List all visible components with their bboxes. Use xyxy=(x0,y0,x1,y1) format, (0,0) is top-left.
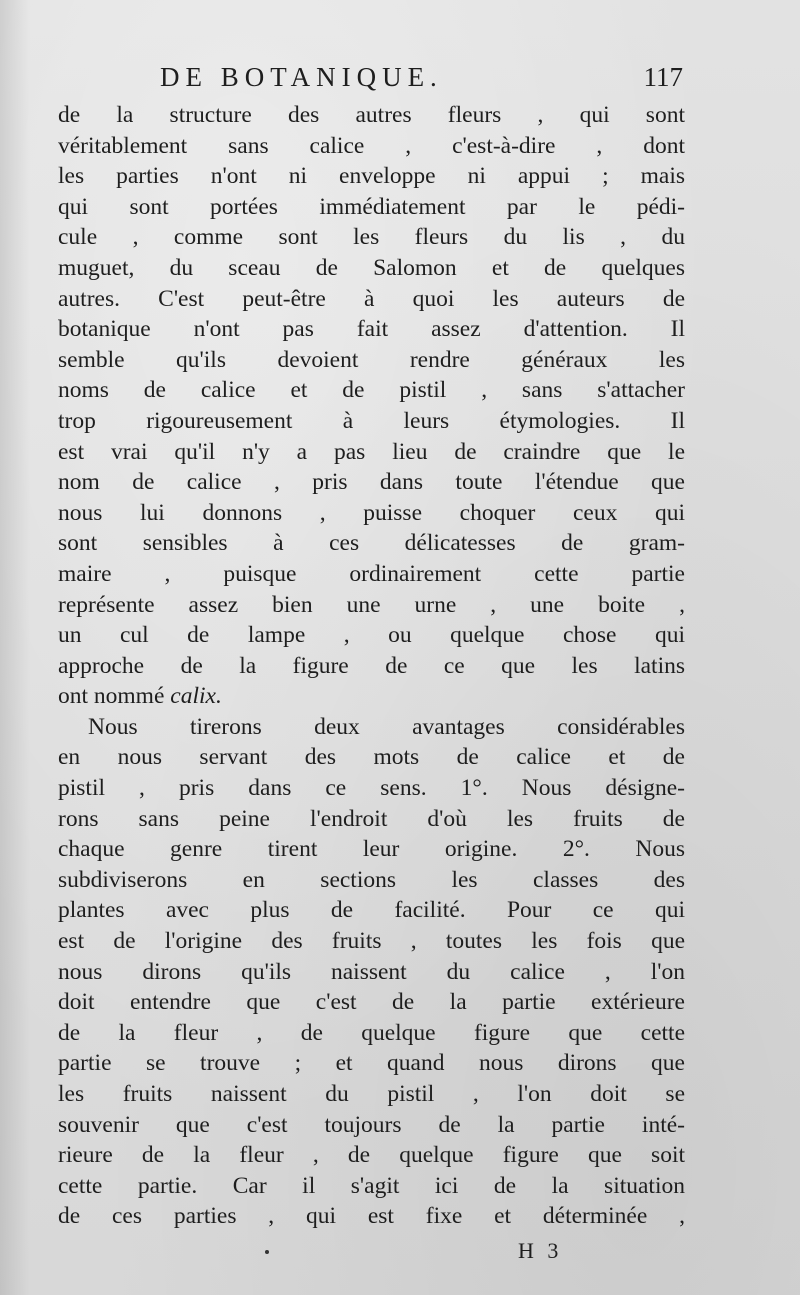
text-line: de la structure des autres fleurs , qui sont xyxy=(58,102,685,128)
signature-mark: H 3 xyxy=(518,1238,563,1263)
text-line: de ces parties , qui est fixe et déterminée , xyxy=(58,1203,685,1230)
text-line: semble qu'ils devoient rendre généraux les xyxy=(58,346,685,373)
text-line: botanique n'ont pas fait assez d'attention. Il xyxy=(58,316,685,343)
text-line: noms de calice et de pistil , sans s'attacher xyxy=(58,377,685,404)
text-line: souvenir que c'est toujours de la partie inté- xyxy=(58,1111,685,1138)
text-line: subdiviserons en sections les classes des xyxy=(58,866,685,893)
text-line: qui sont portées immédiatement par le pédi- xyxy=(58,193,685,220)
printer-mark-dot xyxy=(265,1250,269,1254)
text-line: représente assez bien une urne , une boite , xyxy=(58,591,685,618)
text-line: rieure de la fleur , de quelque figure que soit xyxy=(58,1142,685,1169)
text-line: est de l'origine des fruits , toutes les fois que xyxy=(58,928,685,955)
text-line: doit entendre que c'est de la partie extérieure xyxy=(58,989,685,1016)
page-edge-shadow xyxy=(0,0,30,1295)
text-line: pistil , pris dans ce sens. 1°. Nous désigne- xyxy=(58,775,685,802)
text-line: en nous servant des mots de calice et de xyxy=(58,744,685,771)
text-line: un cul de lampe , ou quelque chose qui xyxy=(58,622,685,649)
text-line: approche de la figure de ce que les latins xyxy=(58,652,685,679)
text-line: nous dirons qu'ils naissent du calice , l'on xyxy=(58,958,685,985)
text-line: maire , puisque ordinairement cette partie xyxy=(58,560,685,587)
text-line: nous lui donnons , puisse choquer ceux qui xyxy=(58,499,685,526)
text-line: de la fleur , de quelque figure que cette xyxy=(58,1019,685,1046)
body-text xyxy=(58,100,685,1232)
text-line: plantes avec plus de facilité. Pour ce qui xyxy=(58,897,685,924)
text-line: cule , comme sont les fleurs du lis , du xyxy=(58,224,685,251)
italic-word: calix. xyxy=(170,683,222,710)
running-head xyxy=(60,58,685,94)
text-line: les fruits naissent du pistil , l'on doit se xyxy=(58,1081,685,1107)
text-line: sont sensibles à ces délicatesses de gram- xyxy=(58,530,685,557)
text-line-final xyxy=(58,681,685,712)
running-head-title: DE BOTANIQUE. xyxy=(160,62,443,92)
text-line: partie se trouve ; et quand nous dirons que xyxy=(58,1050,685,1077)
paragraph-start-line: Nous tirerons deux avantages considérables xyxy=(88,713,685,740)
text-line: véritablement sans calice , c'est-à-dire , dont xyxy=(58,132,685,159)
text-line: autres. C'est peut-être à quoi les auteurs de xyxy=(58,285,685,312)
text-line: muguet, du sceau de Salomon et de quelques xyxy=(58,254,685,281)
text-line: nom de calice , pris dans toute l'étendue que xyxy=(58,469,685,496)
text-line: est vrai qu'il n'y a pas lieu de craindre que le xyxy=(58,438,685,465)
text-line: rons sans peine l'endroit d'où les fruits de xyxy=(58,805,685,832)
text-line: chaque genre tirent leur origine. 2°. Nous xyxy=(58,836,685,863)
text-line: trop rigoureusement à leurs étymologies. Il xyxy=(58,407,685,434)
text-fragment: ont nommé xyxy=(58,683,171,710)
text-line: cette partie. Car il s'agit ici de la situation xyxy=(58,1172,685,1199)
page-number: 117 xyxy=(643,62,683,92)
text-line: les parties n'ont ni enveloppe ni appui ; mais xyxy=(58,163,685,190)
